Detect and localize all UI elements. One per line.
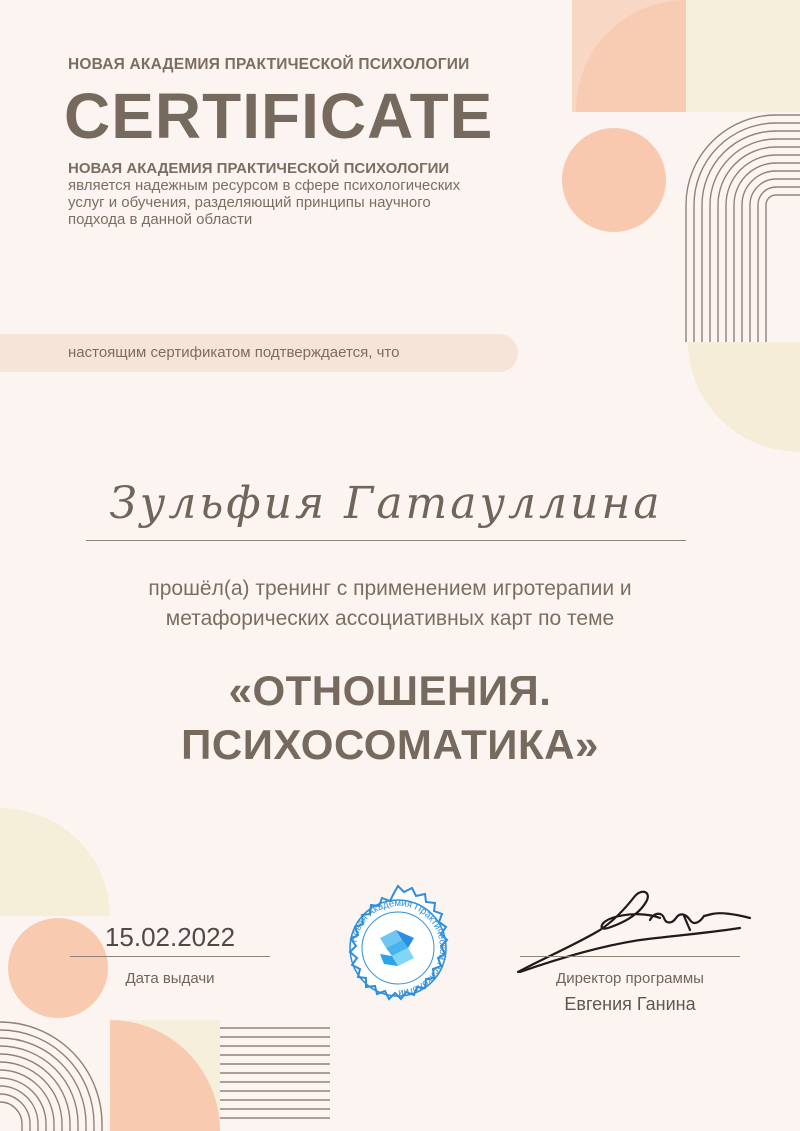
- training-description: прошёл(а) тренинг с применением игротерапии и метафорических ассоциативных карт по теме: [148, 577, 632, 630]
- intro-organization: НОВАЯ АКАДЕМИЯ ПРАКТИЧЕСКОЙ ПСИХОЛОГИИ: [68, 160, 450, 177]
- certificate-title: CERTIFICATE: [64, 80, 494, 152]
- director-name: Евгения Ганина: [564, 994, 696, 1014]
- training-topic: «ОТНОШЕНИЯ. ПСИХОСОМАТИКА»: [181, 667, 599, 768]
- director-signature-line: [520, 956, 740, 957]
- recipient-name: Зульфия Гатауллина: [109, 478, 663, 529]
- issue-date-line: [70, 956, 270, 957]
- intro-block: [68, 160, 488, 228]
- director-signature: [518, 892, 750, 972]
- peach-circle-top: [562, 128, 666, 232]
- issue-date-label: Дата выдачи: [125, 970, 215, 987]
- issue-date: 15.02.2022: [104, 922, 236, 952]
- seal-text: Новая Академия Практической Психологии: [348, 897, 449, 999]
- arc-lines-bottom: [0, 1022, 102, 1131]
- confirmation-text: настоящим сертификатом подтверждается, что: [68, 344, 400, 361]
- horizontal-lines-bottom: [220, 1028, 330, 1118]
- arc-lines-top: [686, 115, 800, 342]
- organization-name-header: НОВАЯ АКАДЕМИЯ ПРАКТИЧЕСКОЙ ПСИХОЛОГИИ: [68, 56, 470, 73]
- intro-text: является надежным ресурсом в сфере психологических услуг и обучения, разделяющий принципы научного подхода в данной области: [68, 177, 461, 228]
- academy-seal: [348, 886, 448, 999]
- cream-half-circle-bottom: [0, 808, 110, 916]
- cream-quarter-right: [688, 342, 800, 452]
- director-title: Директор программы: [556, 970, 704, 987]
- name-underline: [86, 540, 686, 541]
